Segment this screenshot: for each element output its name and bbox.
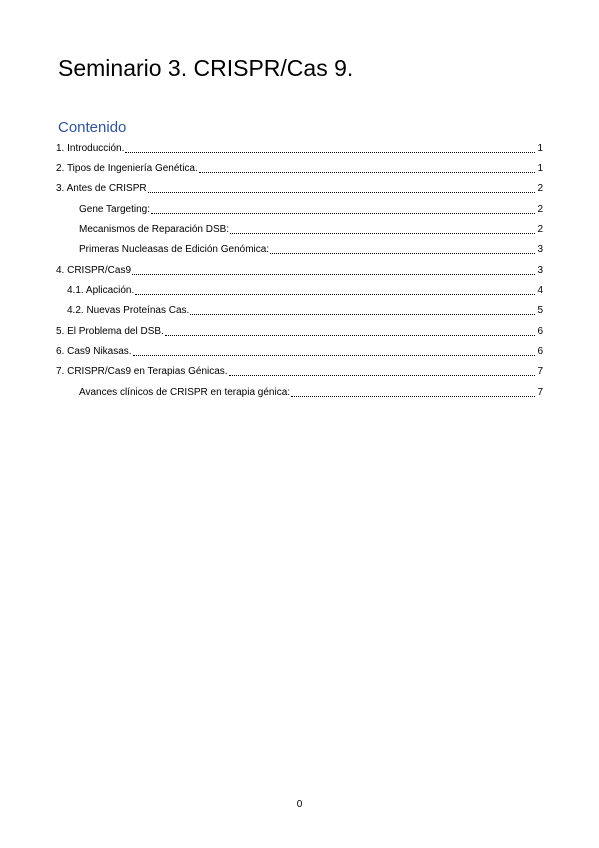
toc-entry-label: 1. Introducción. — [56, 143, 125, 154]
toc-entry-nuevas-proteinas[interactable] — [67, 298, 543, 318]
toc-entry-page: 1 — [537, 143, 543, 154]
toc-entry-page: 6 — [537, 346, 543, 357]
toc-entry-label: Primeras Nucleasas de Edición Genómica: — [79, 244, 270, 255]
toc-entry-page: 2 — [537, 183, 543, 194]
toc-entry-crispr-cas9[interactable] — [56, 258, 543, 278]
toc-entry-page: 2 — [537, 204, 543, 215]
toc-entry-problema-dsb[interactable] — [56, 319, 543, 339]
toc-entry-introduccion[interactable] — [56, 136, 543, 156]
toc-leader-dots — [133, 355, 536, 356]
toc-leader-dots — [135, 294, 535, 295]
toc-entry-label: 2. Tipos de Ingeniería Genética. — [56, 163, 198, 174]
toc-leader-dots — [291, 396, 535, 397]
toc-heading: Contenido — [58, 119, 127, 136]
toc-entry-primeras-nucleasas[interactable] — [79, 237, 543, 257]
toc-entry-page: 7 — [537, 366, 543, 377]
toc-entry-label: 4.1. Aplicación. — [67, 285, 135, 296]
toc-entry-label: Mecanismos de Reparación DSB: — [79, 224, 230, 235]
toc-leader-dots — [190, 314, 535, 315]
toc-entry-label: 4.2. Nuevas Proteínas Cas. — [67, 305, 190, 316]
toc-entry-label: 6. Cas9 Nikasas. — [56, 346, 132, 357]
toc-entry-tipos-ingenieria[interactable] — [56, 156, 543, 176]
toc-entry-label: 7. CRISPR/Cas9 en Terapias Génicas. — [56, 366, 228, 377]
toc-leader-dots — [148, 192, 536, 193]
toc-entry-label: Gene Targeting: — [79, 204, 150, 215]
toc-entry-gene-targeting[interactable] — [79, 197, 543, 217]
toc-entry-antes-crispr[interactable] — [56, 176, 543, 196]
page-number: 0 — [296, 799, 303, 810]
toc-entry-mecanismos-dsb[interactable] — [79, 217, 543, 237]
toc-entry-aplicacion[interactable] — [67, 278, 543, 298]
toc-entry-page: 5 — [537, 305, 543, 316]
toc-leader-dots — [230, 233, 535, 234]
toc-entry-page: 3 — [537, 244, 543, 255]
toc-entry-avances-clinicos[interactable] — [79, 380, 543, 400]
toc-entry-label: 4. CRISPR/Cas9 — [56, 265, 132, 276]
toc-leader-dots — [151, 213, 535, 214]
toc-entry-label: 5. El Problema del DSB. — [56, 326, 164, 337]
toc-entry-cas9-nikasas[interactable] — [56, 339, 543, 359]
toc-leader-dots — [125, 152, 535, 153]
toc-entry-label: 3. Antes de CRISPR — [56, 183, 147, 194]
toc-entry-label: Avances clínicos de CRISPR en terapia génica: — [79, 387, 291, 398]
toc-leader-dots — [229, 375, 536, 376]
toc-entry-page: 7 — [537, 387, 543, 398]
toc-leader-dots — [165, 335, 536, 336]
toc-leader-dots — [270, 253, 535, 254]
toc-entry-terapias-genicas[interactable] — [56, 359, 543, 379]
toc-entry-page: 6 — [537, 326, 543, 337]
toc-leader-dots — [132, 274, 535, 275]
toc-entry-page: 1 — [537, 163, 543, 174]
toc-leader-dots — [199, 172, 536, 173]
toc-entry-page: 4 — [537, 285, 543, 296]
toc-entry-page: 3 — [537, 265, 543, 276]
toc-entry-page: 2 — [537, 224, 543, 235]
document-title: Seminario 3. CRISPR/Cas 9. — [58, 55, 354, 81]
